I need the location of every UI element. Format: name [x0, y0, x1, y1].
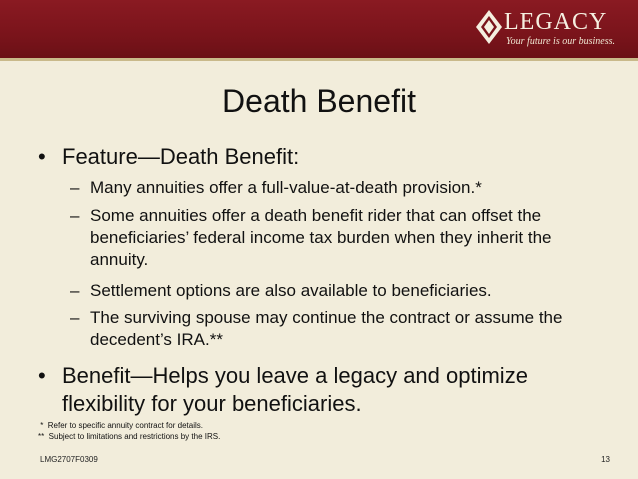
footnote: ** Subject to limitations and restrictions by the IRS.	[38, 432, 221, 441]
logo-tagline: Your future is our business.	[506, 36, 616, 47]
sub-item-text: Settlement options are also available to beneficiaries.	[90, 281, 492, 300]
footnote: * Refer to specific annuity contract for details.	[38, 421, 203, 430]
footnotes	[38, 420, 538, 442]
bullet-marker: •	[38, 144, 46, 169]
logo-wordmark: LEGACY	[504, 9, 608, 35]
page-number: 13	[601, 455, 610, 464]
sub-item-text: The surviving spouse may continue the contract or assume the decedent’s IRA.**	[90, 308, 563, 349]
legacy-logo	[476, 8, 626, 52]
header-bar	[0, 0, 638, 58]
sub-item-marker: –	[70, 178, 80, 197]
footer-code: LMG2707F0309	[40, 455, 98, 464]
diamond-logo-icon	[476, 10, 502, 44]
sub-item-text: Some annuities offer a death benefit rider that can offset the beneficiaries’ federal income tax burden when they inherit the annuity.	[90, 206, 552, 269]
bullet-marker: •	[38, 363, 46, 388]
header-divider	[0, 58, 638, 61]
sub-item-text: Many annuities offer a full-value-at-death provision.*	[90, 178, 482, 197]
sub-item-marker: –	[70, 206, 80, 225]
sub-item-marker: –	[70, 281, 80, 300]
bullet-benefit	[38, 362, 618, 418]
bullet-text: Feature—Death Benefit:	[62, 144, 300, 169]
bullet-feature	[38, 143, 598, 171]
slide-title: Death Benefit	[222, 83, 416, 119]
bullet-text: Benefit—Helps you leave a legacy and optimize flexibility for your beneficiaries.	[62, 363, 528, 416]
sub-item-marker: –	[70, 308, 80, 327]
